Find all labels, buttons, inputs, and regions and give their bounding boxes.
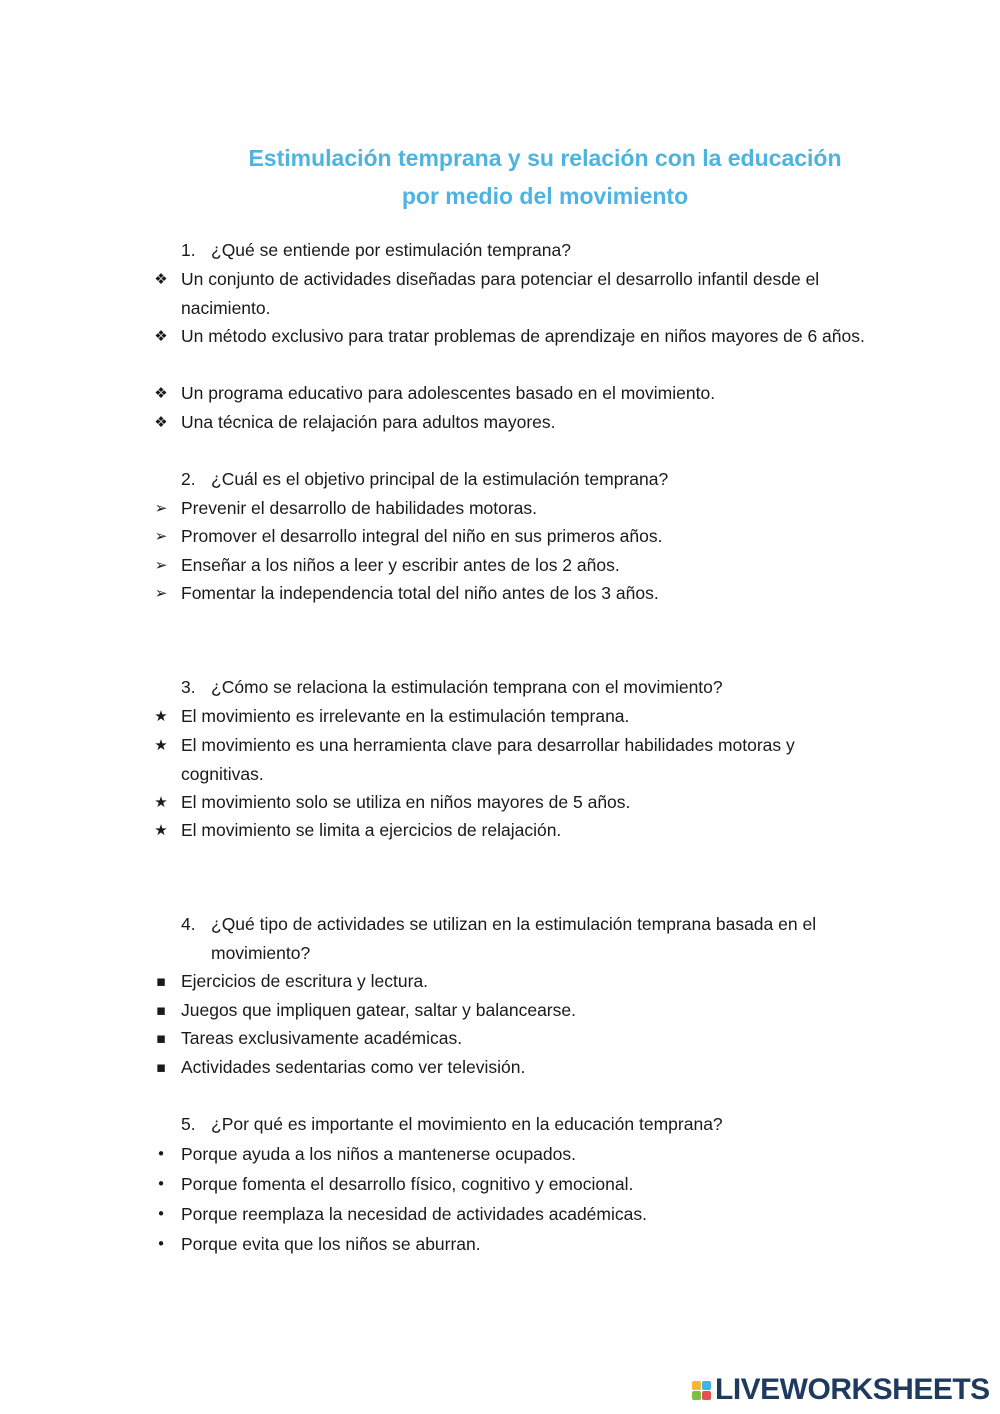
option-text: Un conjunto de actividades diseñadas para potenciar el desarrollo infantil desde el nacimiento. — [181, 269, 820, 318]
option-3b[interactable] — [152, 731, 892, 788]
square-bullet-icon: ▪ — [155, 1058, 167, 1076]
question-3 — [181, 673, 883, 702]
dot-bullet-icon: • — [156, 1205, 166, 1223]
option-text: Juegos que impliquen gatear, saltar y balancearse. — [181, 1000, 576, 1020]
diamond-bullet-icon: ❖ — [154, 384, 168, 402]
question-text: ¿Qué tipo de actividades se utilizan en la estimulación temprana basada en el movimiento? — [211, 914, 817, 963]
option-text: Promover el desarrollo integral del niño en sus primeros años. — [181, 526, 663, 546]
option-2b[interactable] — [152, 522, 892, 551]
option-5b[interactable] — [152, 1170, 892, 1199]
arrow-bullet-icon: ➢ — [154, 556, 168, 574]
option-5d[interactable] — [152, 1230, 892, 1259]
question-text: ¿Cómo se relaciona la estimulación temprana con el movimiento? — [211, 677, 723, 697]
logo-square — [692, 1391, 701, 1400]
square-bullet-icon: ▪ — [155, 972, 167, 990]
liveworksheets-logo[interactable] — [692, 1372, 990, 1408]
title-line-2: por medio del movimiento — [401, 183, 689, 209]
option-1c[interactable] — [152, 379, 892, 408]
option-5a[interactable] — [152, 1140, 892, 1169]
option-text: Fomentar la independencia total del niño antes de los 3 años. — [181, 583, 659, 603]
option-3a[interactable] — [152, 702, 892, 731]
question-number: 2. — [181, 469, 196, 489]
option-text: Tareas exclusivamente académicas. — [181, 1028, 463, 1048]
option-4b[interactable] — [152, 996, 892, 1025]
option-text: Porque fomenta el desarrollo físico, cognitivo y emocional. — [181, 1174, 634, 1194]
option-text: Prevenir el desarrollo de habilidades motoras. — [181, 498, 538, 518]
option-1d[interactable] — [152, 408, 892, 437]
option-1b[interactable] — [152, 322, 892, 351]
option-text: El movimiento solo se utiliza en niños mayores de 5 años. — [181, 792, 631, 812]
option-4d[interactable] — [152, 1053, 892, 1082]
option-text: Ejercicios de escritura y lectura. — [181, 971, 429, 991]
star-bullet-icon: ★ — [154, 736, 168, 754]
option-3c[interactable] — [152, 788, 892, 817]
arrow-bullet-icon: ➢ — [154, 584, 168, 602]
arrow-bullet-icon: ➢ — [154, 527, 168, 545]
diamond-bullet-icon: ❖ — [154, 327, 168, 345]
star-bullet-icon: ★ — [154, 707, 168, 725]
option-5c[interactable] — [152, 1200, 892, 1229]
option-3d[interactable] — [152, 816, 892, 845]
question-number: 1. — [181, 240, 196, 260]
question-text: ¿Cuál es el objetivo principal de la estimulación temprana? — [211, 469, 669, 489]
star-bullet-icon: ★ — [154, 793, 168, 811]
option-text: El movimiento es una herramienta clave para desarrollar habilidades motoras y cognitivas. — [181, 735, 795, 784]
option-2a[interactable] — [152, 494, 892, 523]
logo-text: LIVEWORKSHEETS — [715, 1373, 990, 1406]
question-number: 5. — [181, 1114, 196, 1134]
liveworksheets-logo-icon — [692, 1381, 711, 1400]
question-5 — [181, 1110, 883, 1139]
logo-square — [702, 1391, 711, 1400]
option-text: Porque ayuda a los niños a mantenerse ocupados. — [181, 1144, 576, 1164]
diamond-bullet-icon: ❖ — [154, 270, 168, 288]
option-text: Actividades sedentarias como ver televisión. — [181, 1057, 526, 1077]
square-bullet-icon: ▪ — [155, 1029, 167, 1047]
option-2c[interactable] — [152, 551, 892, 580]
diamond-bullet-icon: ❖ — [154, 413, 168, 431]
option-4a[interactable] — [152, 967, 892, 996]
logo-square — [692, 1381, 701, 1390]
option-text: Porque reemplaza la necesidad de actividades académicas. — [181, 1204, 647, 1224]
option-text: Un programa educativo para adolescentes basado en el movimiento. — [181, 383, 716, 403]
dot-bullet-icon: • — [156, 1235, 166, 1253]
question-number: 4. — [181, 914, 196, 934]
option-text: El movimiento se limita a ejercicios de relajación. — [181, 820, 562, 840]
question-4 — [181, 910, 883, 967]
option-text: Porque evita que los niños se aburran. — [181, 1234, 481, 1254]
worksheet-title — [215, 139, 875, 215]
option-text: Enseñar a los niños a leer y escribir antes de los 2 años. — [181, 555, 620, 575]
dot-bullet-icon: • — [156, 1145, 166, 1163]
question-text: ¿Qué se entiende por estimulación temprana? — [211, 240, 571, 260]
option-text: Un método exclusivo para tratar problemas de aprendizaje en niños mayores de 6 años. — [181, 326, 865, 346]
logo-square — [702, 1381, 711, 1390]
option-2d[interactable] — [152, 579, 892, 608]
question-1 — [181, 236, 883, 265]
arrow-bullet-icon: ➢ — [154, 499, 168, 517]
option-4c[interactable] — [152, 1024, 892, 1053]
option-text: Una técnica de relajación para adultos mayores. — [181, 412, 556, 432]
question-2 — [181, 465, 883, 494]
title-line-1: Estimulación temprana y su relación con la educación — [248, 145, 842, 171]
option-1a[interactable] — [152, 265, 892, 322]
option-text: El movimiento es irrelevante en la estimulación temprana. — [181, 706, 630, 726]
dot-bullet-icon: • — [156, 1175, 166, 1193]
question-text: ¿Por qué es importante el movimiento en la educación temprana? — [211, 1114, 723, 1134]
square-bullet-icon: ▪ — [155, 1001, 167, 1019]
question-number: 3. — [181, 677, 196, 697]
star-bullet-icon: ★ — [154, 821, 168, 839]
